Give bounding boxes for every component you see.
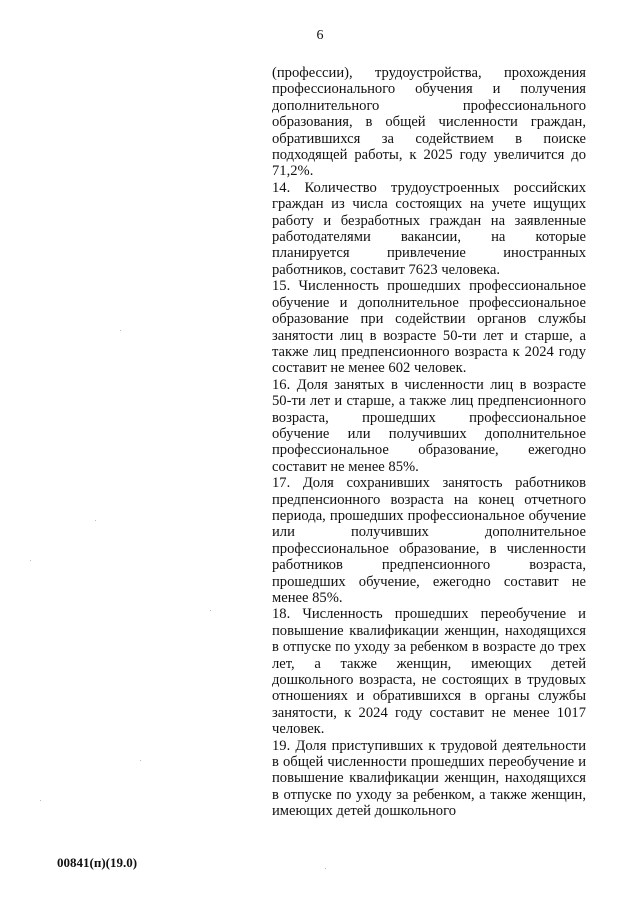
paragraph-item-17: 17. Доля сохранивших занятость работников предпенсионного возраста на конец отчетного периода, прошедших профессиональное обучение или получивших дополнительное профессиональное образование, в численности работников предпенсионного возраста, прошедших обучение, ежегодно составит не менее 85%.: [272, 475, 586, 606]
document-code: 00841(п)(19.0): [57, 855, 138, 870]
scan-speck: [120, 330, 121, 331]
scan-speck: [30, 560, 31, 561]
scan-speck: [95, 520, 96, 521]
scan-speck: [140, 760, 141, 761]
paragraph-continuation: (профессии), трудоустройства, прохождения профессионального обучения и получения дополнительного профессионального образования, в общей численности граждан, обратившихся за содействием в поиске подходящей работы, к 2025 году увеличится до 71,2%.: [272, 65, 586, 180]
paragraph-item-14: 14. Количество трудоустроенных российских граждан из числа состоящих на учете ищущих работу и безработных граждан на заявленные работодателями вакансии, на которые планируется привлечение иностранных работников, составит 7623 человека.: [272, 179, 586, 278]
scan-speck: [40, 800, 41, 801]
paragraph-item-16: 16. Доля занятых в численности лиц в возрасте 50-ти лет и старше, а также лиц предпенсионного возраста, прошедших профессиональное обучение или получивших дополнительное профессиональное образование, ежегодно составит не менее 85%.: [272, 376, 586, 475]
paragraph-item-19: 19. Доля приступивших к трудовой деятельности в общей численности прошедших переобучение и повышение квалификации женщин, находящихся в отпуске по уходу за ребенком, а также женщин, имеющих детей дошкольного: [272, 737, 586, 820]
paragraph-item-18: 18. Численность прошедших переобучение и повышение квалификации женщин, находящихся в отпуске по уходу за ребенком в возрасте до трех лет, а также женщин, имеющих детей дошкольного возраста, не состоящих в трудовых отношениях и обратившихся в органы службы занятости, к 2024 году составит не менее 1017 человек.: [272, 606, 586, 738]
page-number: 6: [316, 28, 324, 43]
body-text: [272, 65, 586, 820]
paragraph-item-15: 15. Численность прошедших профессиональное обучение и дополнительное профессиональное образование при содействии органов службы занятости лиц в возрасте 50-ти лет и старше, а также лиц предпенсионного возраста к 2024 году составит не менее 602 человек.: [272, 278, 586, 377]
scan-speck: [325, 868, 326, 869]
scan-speck: [210, 610, 211, 611]
